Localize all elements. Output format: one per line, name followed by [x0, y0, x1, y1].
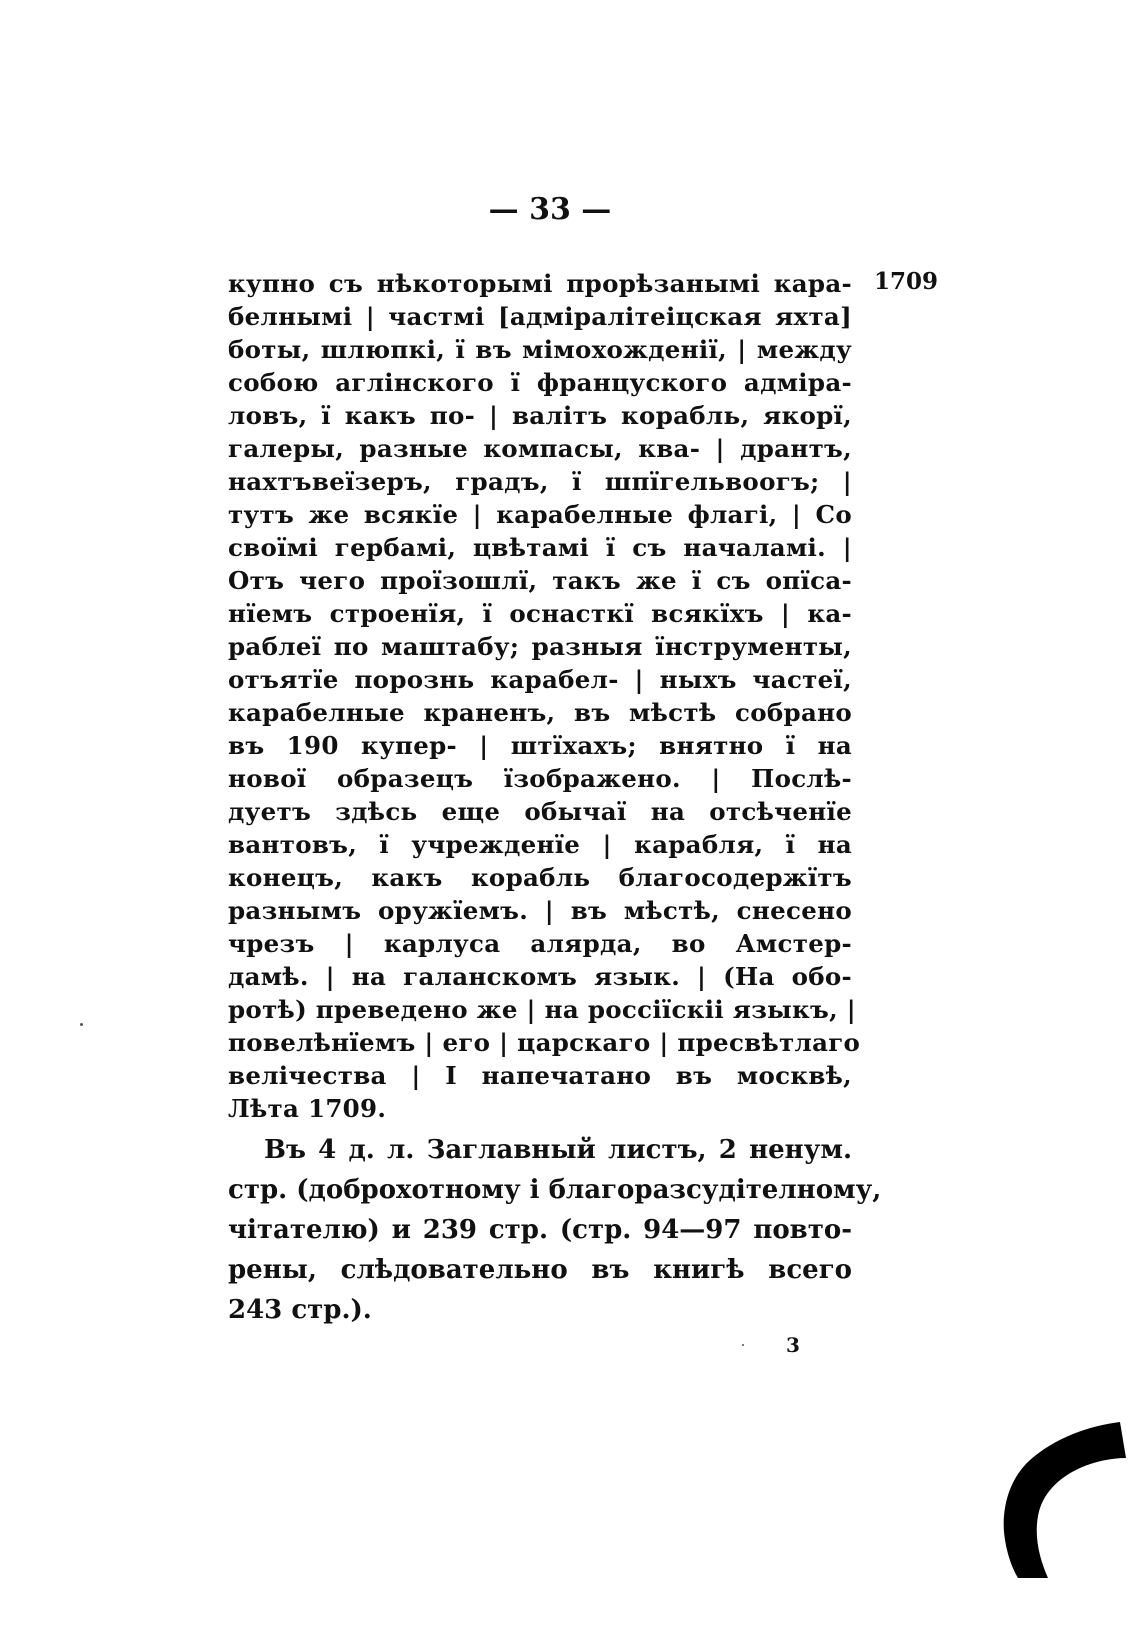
text-line: собою аглінского ї француского адміра- [228, 368, 852, 397]
text-line: галеры, разные компасы, ква- | дрантъ, [228, 434, 852, 463]
note-line: рены, слѣдовательно въ книгѣ всего [228, 1255, 852, 1285]
text-line: купно съ нѣкоторымі прорѣзанымі кара- [228, 269, 852, 298]
page-speck [80, 1023, 83, 1026]
text-line: разнымъ оружїемъ. | въ мѣстѣ, снесено [228, 896, 852, 925]
note-line: чітателю) и 239 стр. (стр. 94—97 повто- [228, 1215, 852, 1245]
text-line: вантовъ, ї учрежденїе | карабля, ї на [228, 830, 852, 859]
bibliographic-note [228, 1130, 882, 1330]
text-line: боты, шлюпкі, ї въ мімохожденії, | между [228, 335, 852, 364]
text-line: Отъ чего проїзошлї, такъ же ї съ опїса- [228, 566, 852, 595]
signature-mark: 3 [786, 1333, 800, 1357]
text-line: отъятїе порознь карабел- | ныхъ частеї, [228, 665, 852, 694]
text-line: дамѣ. | на галанскомъ язык. | (На обо- [228, 962, 852, 991]
text-line: белнымі | частмі [адміралітеіцская яхта] [228, 302, 852, 331]
page-number: — 33 — [488, 192, 612, 227]
text-line: Лѣта 1709. [228, 1094, 387, 1123]
note-line: 243 стр.). [228, 1295, 372, 1325]
text-line: нїемъ строенїя, ї оснасткї всякїхъ | ка- [228, 599, 852, 628]
text-line: раблеї по маштабу; разныя їнструменты, [228, 632, 852, 661]
text-line: нахтъвеїзеръ, градъ, ї шпїгельвоогъ; | [228, 467, 852, 496]
note-line: стр. (доброхотному і благоразсудітелному, [228, 1175, 882, 1205]
margin-year: 1709 [874, 268, 939, 295]
text-line: нової образецъ їзображено. | Послѣ- [228, 764, 852, 793]
text-line: чрезъ | карлуса алярда, во Амстер- [228, 929, 852, 958]
ink-blot-mark [1000, 1420, 1130, 1580]
text-line: конецъ, какъ корабль благосодержїтъ [228, 863, 852, 892]
page-speck [742, 1344, 744, 1346]
text-line: карабелные краненъ, въ мѣстѣ собрано [228, 698, 852, 727]
note-line: Въ 4 д. л. Заглавный листъ, 2 ненум. [264, 1135, 852, 1165]
text-line: велічества | І напечатано въ москвѣ, [228, 1061, 852, 1090]
text-line: повелѣнїемъ | его | царскаго | пресвѣтлаго [228, 1028, 861, 1057]
text-line: въ 190 купер- | штїхахъ; внятно ї на [228, 731, 852, 760]
text-line: своїмі гербамі, цвѣтамі ї съ началамі. | [228, 533, 852, 562]
text-line: тутъ же всякїе | карабелные флагі, | Со [228, 500, 852, 529]
text-line: дуетъ здѣсь еще обычаї на отсѣченїе [228, 797, 852, 826]
title-transcription [228, 267, 861, 1125]
text-line: ротѣ) преведено же | на россіїскіі языкъ, | [228, 995, 856, 1024]
text-line: ловъ, ї какъ по- | валітъ корабль, якорї, [228, 401, 852, 430]
